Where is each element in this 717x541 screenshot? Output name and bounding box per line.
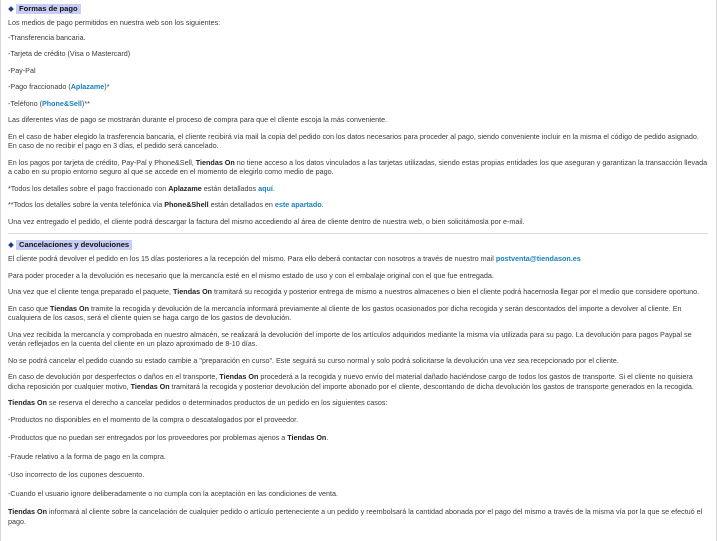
text: )* [104,82,110,91]
phone-sell-link[interactable]: Phone&Sell [41,98,82,108]
returns-paragraph-3 [8,287,708,297]
section-bullet-icon [8,6,14,12]
text: -Teléfono ( [8,98,42,108]
text: -Productos que no puedan ser entregados por los proveedores por problemas ajenos a [8,433,288,442]
brand-name: Tiendas On [130,381,170,391]
text: *Todos los detalles sobre el pago fraccionado con [8,183,169,193]
list-item: -Productos no disponibles en el momento de la compra o descatalogados por el proveedor. [8,414,299,424]
text: tramitará su recogida y posterior entrega de mismo a nuestros almacenes o bien el cliente podrá hacernosla llegar por el medio que considere oportuno. [212,287,700,296]
section-bullet-icon [8,242,14,248]
text: tramite la recogida y devolución de la mercancía informará previamente al cliente de los gastos ocasionados por dicha recogida y serán descontados del importe a devolver al cliente. En cualquiera de los casos, será el cliente quien se haga cargo de los gastos de devolución. [8,303,682,322]
brand-name: Tiendas On [8,398,48,407]
brand-name: Tiendas On [8,507,48,516]
payment-method-phone [8,99,708,109]
payment-invoice-paragraph: Una vez entregado el pedido, el cliente podrá descargar la factura del mismo accediendo al área de cliente dentro de nuestra web, o bien solicitámosla por e-mail. [8,216,525,226]
text: . [272,183,275,193]
brand-name: Tiendas On [195,157,235,167]
payment-method-installments [8,82,708,92]
brand-name: Tiendas On [287,433,327,442]
cancellation-cases-list [8,415,708,499]
payment-method-transfer: -Transferencia bancaria. [8,32,86,42]
returns-paragraph-7 [8,372,708,391]
text: Una vez que el cliente tenga preparado el paquete, [8,287,174,296]
text: En los pagos por tarjeta de crédito, Pay-Pal y Phone&Sell, [8,157,196,167]
returns-paragraph-4 [8,304,708,323]
brand-name: Tiendas On [49,303,89,313]
text: están detallados [201,183,259,193]
payment-method-card: -Tarjeta de crédito (Visa o Mastercard) [8,49,131,58]
payment-ways-paragraph: Las diferentes vías de pago se mostrarán durante el proceso de compra para que el cliente escoja la más conveniente. [8,115,388,124]
payment-intro: Los medios de pago permitidos en nuestra web son los siguientes: [8,18,221,27]
text: En caso de devolución por desperfectos o daños en el transporte, [8,372,220,381]
text: . [321,200,324,209]
list-item [8,433,708,443]
returns-section-header[interactable] [8,239,708,251]
returns-paragraph-9 [8,507,708,526]
payment-section [8,3,708,226]
payment-transfer-paragraph: En el caso de haber elegido la trasferencia bancaria, el cliente recibirá vía mail la copia del pedido con los datos necesarios para proceder al pago, siendo conveniente incluir en la misma el código de pedido asignado. En caso de no recibir el pago en 3 días, el pedido será cancelado. [8,131,699,150]
text: están detallados en [208,200,275,209]
payment-section-title: Formas de pago [16,4,81,14]
brand-name: Tiendas On [219,372,259,381]
returns-paragraph-1 [8,254,708,264]
text: se reserva el derecho a cancelar pedidos o determinados productos de un pedido en los siguientes casos: [47,398,388,407]
payment-note-installments [8,184,708,194]
payment-section-header[interactable] [8,3,708,15]
payment-method-paypal: -Pay-Pal [8,65,36,75]
returns-section [8,239,708,526]
text: procederá a la recogida y nuevo envío del material dañado haciéndose cargo de todos los gastos de transporte. Si el cliente no quisiera dicha reposición por cualquier motivo, [8,372,693,391]
payment-note-phone [8,200,708,210]
text: . [326,433,329,442]
phone-shell-name: Phone&Shell [164,200,209,209]
returns-paragraph-6: No se podrá cancelar el pedido cuando su estado cambie a "preparación en curso". Este seguirá su curso normal y solo podrá solicitarse la devolución una vez sea recepcionado por el cliente. [8,355,619,365]
section-divider [8,233,708,234]
text: no tiene acceso a los datos vinculados a las tarjetas utilizadas, siendo estas propias entidades los que aseguran y garantizan la transacción llevada a cabo en su propio entorno seguro al que se accede en el momento de elegirlo como medio de pago. [8,157,708,176]
aplazame-link[interactable]: Aplazame [70,82,105,91]
text: -Pago fraccionado ( [8,82,71,91]
returns-paragraph-2: Para poder proceder a la devolución es necesario que la mercancía esté en el mismo estado de uso y con el embalaje original con el que fue entregada. [8,270,494,280]
returns-paragraph-5: Una vez recibida la mercancía y comprobada en nuestro almacén, se realizará la devolución del importe de los artículos adquiridos mediante la misma vía utilizada para su pago. La devolución para pagos Paypal se verán reflejados en la cuenta del cliente en un plazo aproximado de 8-10 días. [8,329,692,348]
list-item: -Fraude relativo a la forma de pago en la compra. [8,451,166,461]
aqui-link[interactable]: aquí [258,183,273,193]
returns-section-title: Cancelaciones y devoluciones [16,240,132,250]
aplazame-name: Aplazame [168,183,202,193]
left-border [0,0,1,541]
content-column [8,3,708,533]
text: El cliente podrá devolver el pedido en los 15 días posteriores a la recepción del mismo. Para ello deberá contactar con nosotros a través de nuestro mail [8,254,496,263]
payment-cards-paragraph [8,158,708,177]
postventa-email-link[interactable]: postventa@tiendason.es [495,254,581,263]
text: tramitará la recogida y posterior devolución del importe abonado por el cliente, descontando de dicha devolución los gastos de transporte generados en la recogida. [169,381,694,391]
list-item: -Cuando el usuario ignore deliberadamente o no cumpla con la aceptación en las condiciones de venta. [8,488,339,498]
text: **Todos los detalles sobre la venta telefónica vía [8,200,165,209]
text: En caso que [8,303,50,313]
list-item: -Uso incorrecto de los cupones descuento. [8,470,145,479]
returns-paragraph-8 [8,398,708,408]
este-apartado-link[interactable]: este apartado [274,200,322,209]
text: informará al cliente sobre la cancelación de cualquier pedido o artículo perteneciente a un pedido y reembolsará la cantidad abonada por el pago del mismo a través de la misma vía por la que se efectuó el pago. [8,507,703,526]
brand-name: Tiendas On [173,287,213,296]
text: )** [81,98,90,108]
